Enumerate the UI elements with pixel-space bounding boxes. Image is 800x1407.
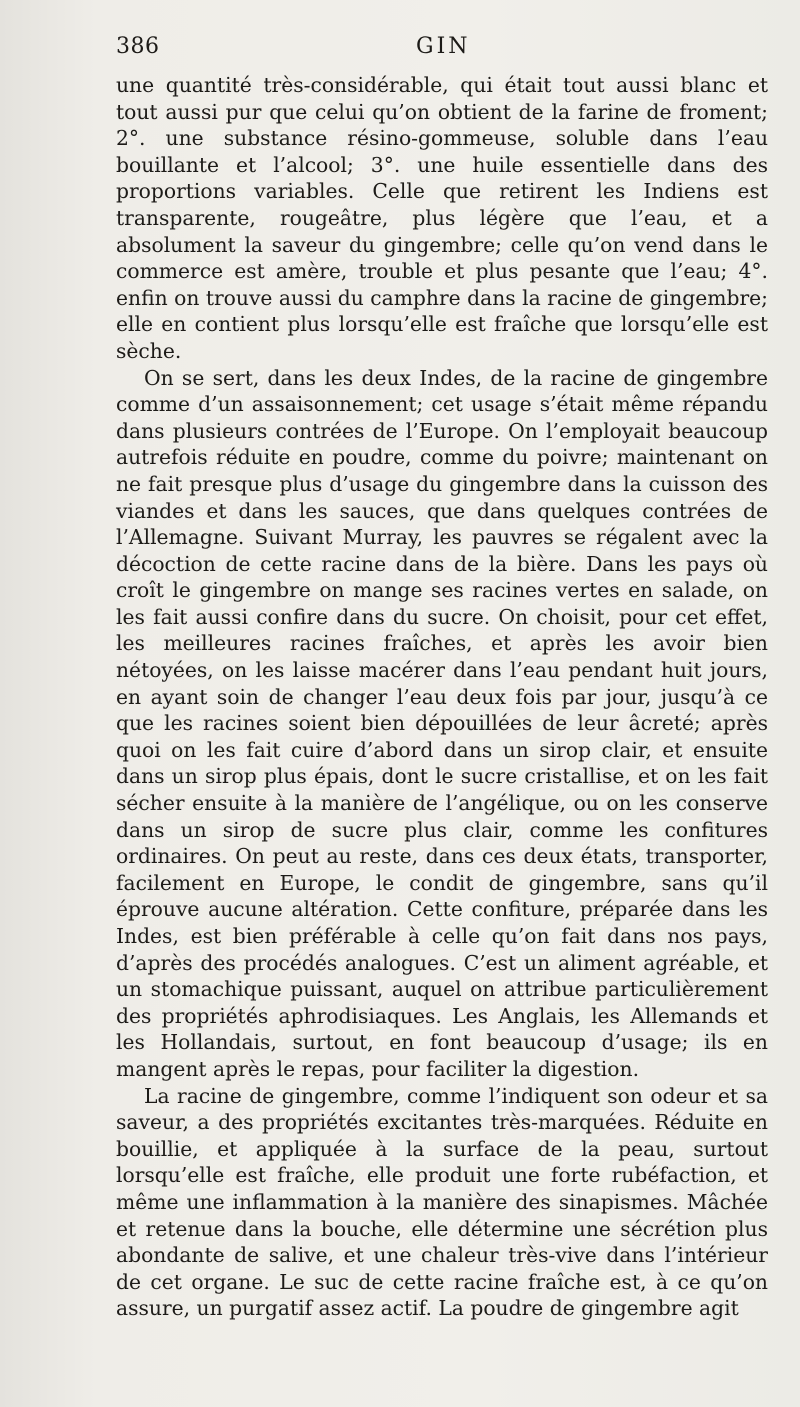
running-head xyxy=(116,34,766,64)
page-number: 386 xyxy=(116,34,160,59)
paragraph-medicinal-properties: La racine de gingembre, comme l’indiquent son odeur et sa saveur, a des propriétés excitantes très-marquées. Réduite en bouillie, et appliquée à la surface de la peau, surtout lorsqu’elle est fraîche, elle produit une forte rubéfaction, et même une inflammation à la manière des sinapismes. Mâchée et retenue dans la bouche, elle détermine une sécrétion plus abondante de salive, et une chaleur très-vive dans l’intérieur de cet organe. Le suc de cette racine fraîche est, à ce qu’on assure, un purgatif assez actif. La poudre de gingembre agit xyxy=(116,1083,768,1321)
body-text xyxy=(116,72,768,1322)
running-head-word: GIN xyxy=(416,34,471,59)
paragraph-continued: une quantité très-considérable, qui était tout aussi blanc et tout aussi pur que celui qu’on obtient de la farine de froment; 2°. une substance résino-gommeuse, soluble dans l’eau bouillante et l’alcool; 3°. une huile essentielle dans des proportions variables. Celle que retirent les Indiens est transparente, rougeâtre, plus légère que l’eau, et a absolument la saveur du gingembre; celle qu’on vend dans le commerce est amère, trouble et plus pesante que l’eau; 4°. enfin on trouve aussi du camphre dans la racine de gingembre; elle en contient plus lorsqu’elle est fraîche que lorsqu’elle est sèche. xyxy=(116,73,768,363)
paragraph-culinary-use: On se sert, dans les deux Indes, de la racine de gingembre comme d’un assaisonnement; cet usage s’était même répandu dans plusieurs contrées de l’Europe. On l’employait beaucoup autrefois réduite en poudre, comme du poivre; maintenant on ne fait presque plus d’usage du gingembre dans la cuisson des viandes et dans les sauces, que dans quelques contrées de l’Allemagne. Suivant Murray, les pauvres se régalent avec la décoction de cette racine dans de la bière. Dans les pays où croît le gingembre on mange ses racines vertes en salade, on les fait aussi confire dans du sucre. On choisit, pour cet effet, les meilleures racines fraîches, et après les avoir bien nétoyées, on les laisse macérer dans l’eau pendant huit jours, en ayant soin de changer l’eau deux fois par jour, jusqu’à ce que les racines soient bien dépouillées de leur âcreté; après quoi on les fait cuire d’abord dans un sirop clair, et ensuite dans un sirop plus épais, dont le sucre cristallise, et on les fait sécher ensuite à la manière de l’angélique, ou on les conserve dans un sirop de sucre plus clair, comme les confitures ordinaires. On peut au reste, dans ces deux états, transporter, facilement en Europe, le condit de gingembre, sans qu’il éprouve aucune altération. Cette confiture, préparée dans les Indes, est bien préférable à celle qu’on fait dans nos pays, d’après des procédés analogues. C’est un aliment agréable, et un stomachique puissant, auquel on attribue particulièrement des propriétés aphrodisiaques. Les Anglais, les Allemands et les Hollandais, surtout, en font beaucoup d’usage; ils en mangent après le repas, pour faciliter la digestion. xyxy=(116,365,768,1081)
